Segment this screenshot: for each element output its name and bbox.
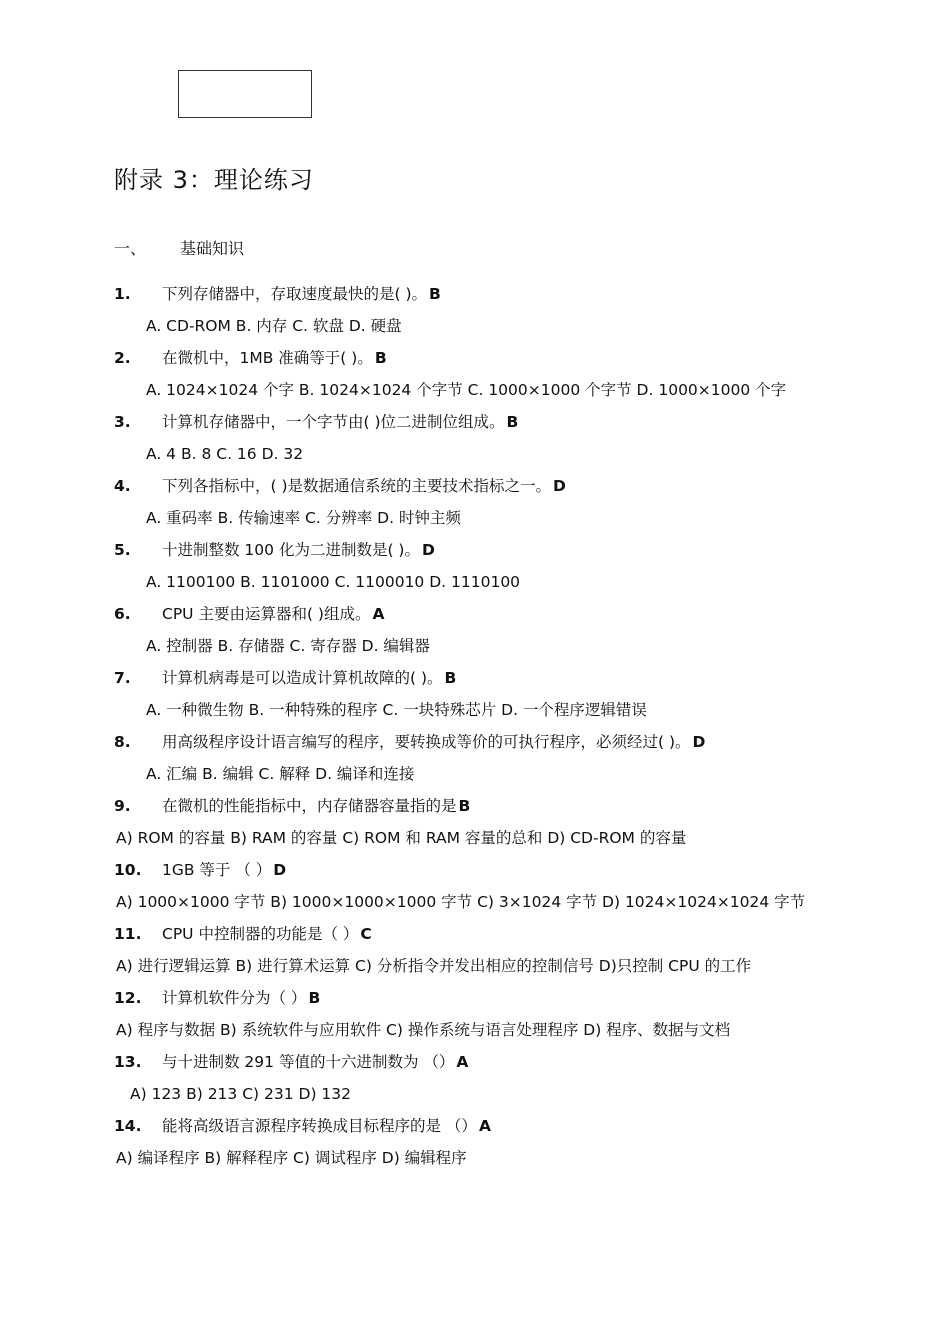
question-item bbox=[0, 410, 950, 442]
question-options bbox=[0, 570, 950, 602]
question-answer: A bbox=[456, 1053, 469, 1071]
options-text: A. 重码率 B. 传输速率 C. 分辨率 D. 时钟主频 bbox=[146, 509, 461, 527]
question-text: 与十进制数 291 等值的十六进制数为 （） A bbox=[162, 1053, 469, 1071]
options-text: A. 1024×1024 个字 B. 1024×1024 个字节 C. 1000×1000 个字节 D. 1000×1000 个字 bbox=[146, 381, 787, 399]
question-options bbox=[0, 698, 950, 730]
question-number: 2. bbox=[114, 349, 131, 367]
question-text: 能将高级语言源程序转换成目标程序的是 （） A bbox=[162, 1117, 491, 1135]
question-options bbox=[0, 890, 950, 922]
question-text: 下列各指标中，( )是数据通信系统的主要技术指标之一。 D bbox=[162, 477, 566, 495]
question-item bbox=[0, 858, 950, 890]
question-options bbox=[0, 506, 950, 538]
options-text: A. 一种微生物 B. 一种特殊的程序 C. 一块特殊芯片 D. 一个程序逻辑错误 bbox=[146, 701, 647, 719]
question-answer: B bbox=[458, 797, 471, 815]
empty-score-box bbox=[178, 70, 312, 118]
question-number: 5. bbox=[114, 541, 131, 559]
question-number: 13. bbox=[114, 1053, 142, 1071]
question-item bbox=[0, 346, 950, 378]
options-text: A) 1000×1000 字节 B) 1000×1000×1000 字节 C) 3×1024 字节 D) 1024×1024×1024 字节 bbox=[116, 893, 806, 911]
section-title: 基础知识 bbox=[180, 239, 245, 258]
question-options bbox=[0, 826, 950, 858]
question-answer: D bbox=[692, 733, 706, 751]
appendix-title: 附录 3：理论练习 bbox=[114, 166, 314, 194]
question-number: 7. bbox=[114, 669, 131, 687]
options-text: A) 编译程序 B) 解释程序 C) 调试程序 D) 编辑程序 bbox=[116, 1149, 467, 1167]
question-options bbox=[0, 378, 950, 410]
question-answer: A bbox=[478, 1117, 491, 1135]
question-number: 1. bbox=[114, 285, 131, 303]
question-options bbox=[0, 954, 950, 986]
question-text: 下列存储器中，存取速度最快的是( )。 B bbox=[162, 285, 441, 303]
question-answer: A bbox=[372, 605, 385, 623]
question-item bbox=[0, 538, 950, 570]
question-answer: B bbox=[429, 285, 441, 303]
question-item bbox=[0, 602, 950, 634]
question-number: 4. bbox=[114, 477, 131, 495]
options-text: A) 程序与数据 B) 系统软件与应用软件 C) 操作系统与语言处理程序 D) 程序、数据与文档 bbox=[116, 1021, 731, 1039]
options-text: A. 控制器 B. 存储器 C. 寄存器 D. 编辑器 bbox=[146, 637, 430, 655]
question-list bbox=[0, 282, 950, 1178]
question-options bbox=[0, 1018, 950, 1050]
question-options bbox=[0, 634, 950, 666]
question-item bbox=[0, 986, 950, 1018]
question-item bbox=[0, 1114, 950, 1146]
question-number: 3. bbox=[114, 413, 131, 431]
question-options bbox=[0, 762, 950, 794]
question-text: CPU 中控制器的功能是（ ） C bbox=[162, 925, 372, 943]
question-text: 计算机病毒是可以造成计算机故障的( )。 B bbox=[162, 669, 457, 687]
question-answer: B bbox=[308, 989, 321, 1007]
question-item bbox=[0, 794, 950, 826]
question-text: 在微机中，1MB 准确等于( )。 B bbox=[162, 349, 387, 367]
question-text: 计算机软件分为（ ） B bbox=[162, 989, 321, 1007]
options-text: A) 进行逻辑运算 B) 进行算术运算 C) 分析指令并发出相应的控制信号 D)只控制 CPU 的工作 bbox=[116, 957, 752, 975]
question-item bbox=[0, 474, 950, 506]
question-number: 14. bbox=[114, 1117, 142, 1135]
options-text: A) ROM 的容量 B) RAM 的容量 C) ROM 和 RAM 容量的总和 D) CD-ROM 的容量 bbox=[116, 829, 687, 847]
question-number: 9. bbox=[114, 797, 131, 815]
question-options bbox=[0, 1082, 950, 1114]
question-options bbox=[0, 1146, 950, 1178]
question-number: 10. bbox=[114, 861, 142, 879]
question-number: 11. bbox=[114, 925, 142, 943]
question-item bbox=[0, 282, 950, 314]
question-number: 8. bbox=[114, 733, 131, 751]
options-text: A. 4 B. 8 C. 16 D. 32 bbox=[146, 445, 304, 463]
question-text: 1GB 等于 （ ） D bbox=[162, 861, 287, 879]
question-answer: D bbox=[273, 861, 287, 879]
question-answer: D bbox=[553, 477, 566, 495]
options-text: A. CD-ROM B. 内存 C. 软盘 D. 硬盘 bbox=[146, 317, 402, 335]
question-answer: B bbox=[374, 349, 387, 367]
question-answer: C bbox=[360, 925, 372, 943]
question-number: 6. bbox=[114, 605, 131, 623]
question-number: 12. bbox=[114, 989, 142, 1007]
section-heading bbox=[114, 236, 244, 259]
question-options bbox=[0, 314, 950, 346]
question-options bbox=[0, 442, 950, 474]
question-item bbox=[0, 1050, 950, 1082]
question-answer: D bbox=[421, 541, 435, 559]
question-item bbox=[0, 922, 950, 954]
question-answer: B bbox=[444, 669, 457, 687]
section-number: 一、 bbox=[114, 239, 147, 258]
question-text: 在微机的性能指标中，内存储器容量指的是 B bbox=[162, 797, 471, 815]
options-text: A) 123 B) 213 C) 231 D) 132 bbox=[130, 1085, 352, 1103]
question-item bbox=[0, 666, 950, 698]
options-text: A. 汇编 B. 编辑 C. 解释 D. 编译和连接 bbox=[146, 765, 415, 783]
options-text: A. 1100100 B. 1101000 C. 1100010 D. 1110100 bbox=[146, 573, 521, 591]
question-text: CPU 主要由运算器和( )组成。 A bbox=[162, 605, 385, 623]
question-text: 计算机存储器中，一个字节由( )位二进制位组成。 B bbox=[162, 413, 519, 431]
question-text: 用高级程序设计语言编写的程序，要转换成等价的可执行程序，必须经过( )。 D bbox=[162, 733, 706, 751]
question-answer: B bbox=[506, 413, 519, 431]
question-item bbox=[0, 730, 950, 762]
question-text: 十进制整数 100 化为二进制数是( )。 D bbox=[162, 541, 435, 559]
